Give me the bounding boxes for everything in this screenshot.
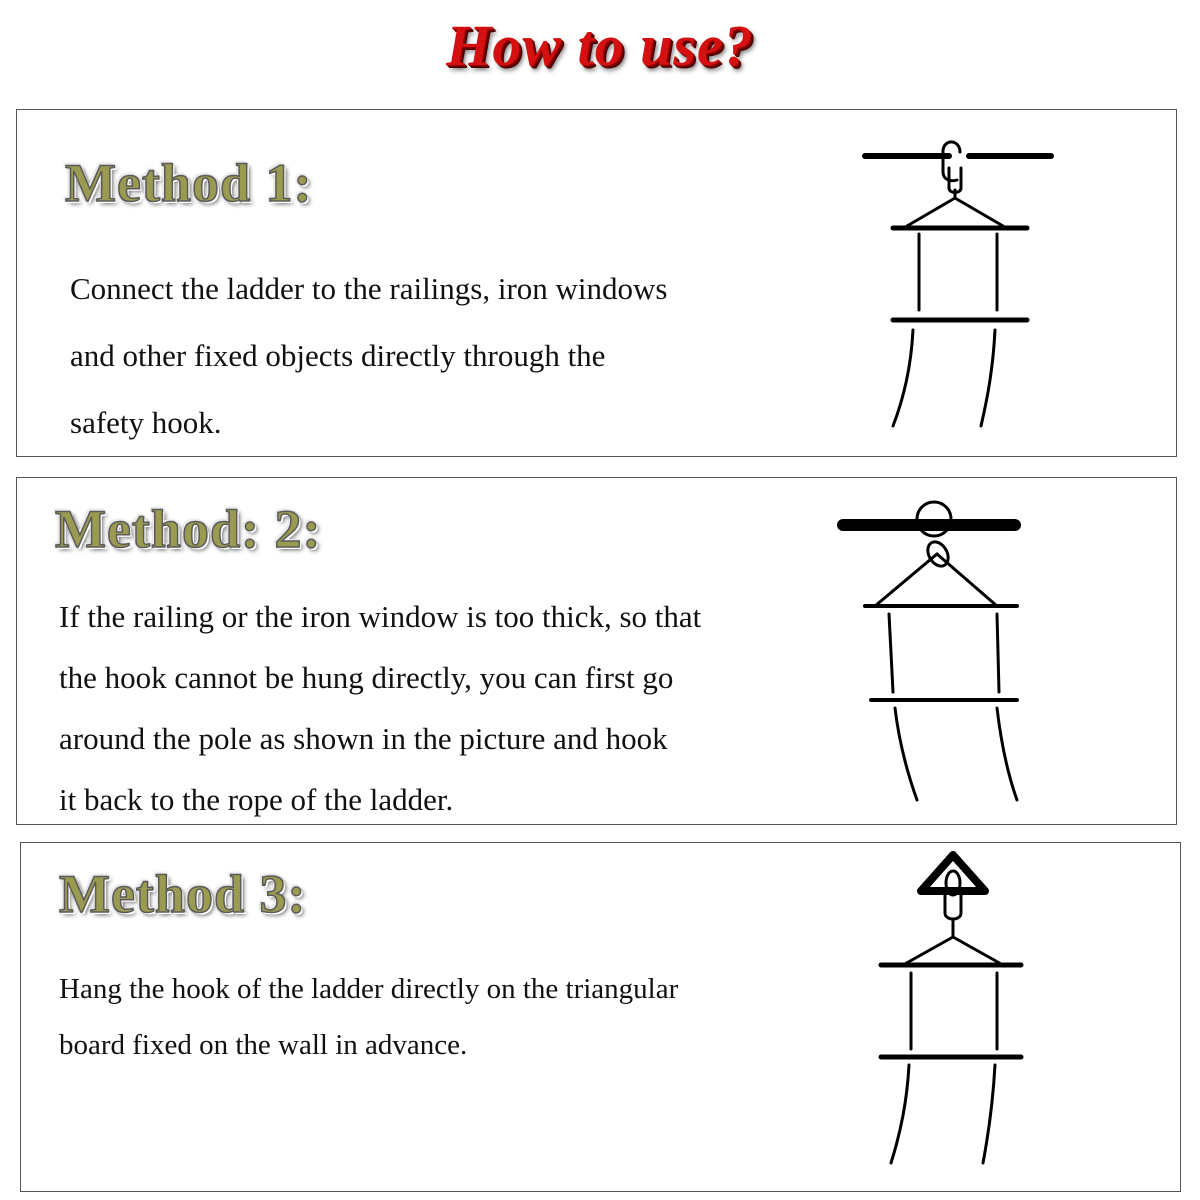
method-3-line-1: Hang the hook of the ladder directly on the triangular — [59, 973, 679, 1005]
method-2-line-4: it back to the rope of the ladder. — [59, 782, 454, 817]
method-1-panel — [16, 109, 1177, 457]
ladder-hook-on-triangular-board-illustration — [861, 851, 1071, 1171]
method-2-title: Method: 2: — [55, 499, 322, 559]
method-1-line-2: and other fixed objects directly through the — [70, 338, 606, 373]
method-2-panel — [16, 477, 1177, 825]
method-1-title: Method 1: — [65, 153, 313, 213]
method-2-line-3: around the pole as shown in the picture and hook — [59, 721, 668, 756]
ladder-hook-on-rail-illustration — [857, 130, 1067, 450]
method-2-description — [59, 586, 701, 830]
method-3-line-2: board fixed on the wall in advance. — [59, 1029, 468, 1061]
page-title: How to use? — [446, 13, 754, 78]
method-3-description — [59, 961, 678, 1073]
method-2-line-1: If the railing or the iron window is too thick, so that — [59, 599, 702, 634]
method-3-title: Method 3: — [59, 864, 307, 924]
method-2-line-2: the hook cannot be hung directly, you can first go — [59, 660, 674, 695]
method-1-description — [70, 255, 668, 456]
method-1-line-1: Connect the ladder to the railings, iron windows — [70, 271, 668, 306]
ladder-looped-around-pole-illustration — [833, 492, 1043, 812]
method-3-panel — [20, 842, 1181, 1192]
method-1-line-3: safety hook. — [70, 405, 222, 440]
